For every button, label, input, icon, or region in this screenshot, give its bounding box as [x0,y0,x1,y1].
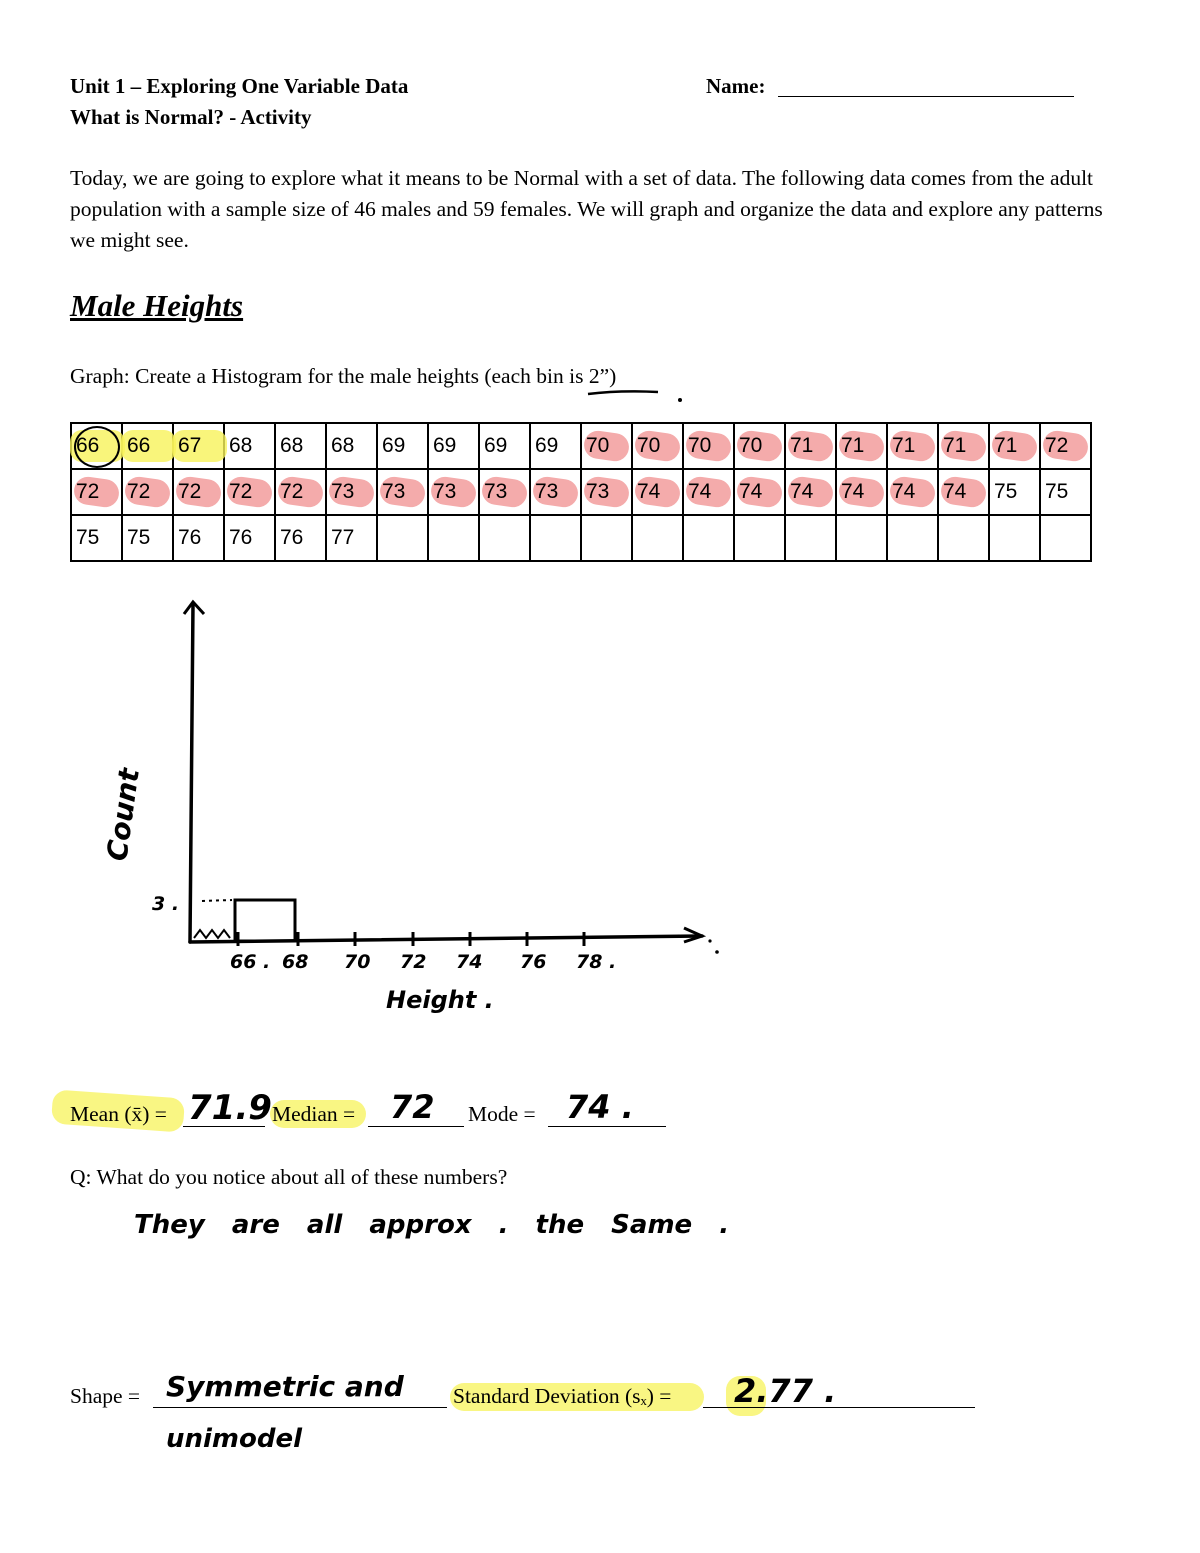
cell-value: 73 [433,480,457,503]
table-cell [785,423,836,469]
table-cell [581,515,632,561]
cell-value: 72 [229,480,253,503]
cell-value: 73 [331,480,355,503]
x-tick-label: 68 [282,951,309,973]
cell-value: 74 [841,480,865,503]
table-cell [632,423,683,469]
cell-value: 68 [229,434,253,457]
cell-value: 73 [586,480,610,503]
table-cell [428,515,479,561]
table-cell [836,469,887,515]
table-cell [275,515,326,561]
y-tick-label: 3 . [152,893,180,915]
mode-value: 74 . [566,1088,634,1126]
name-label: Name: [706,74,766,98]
table-cell [989,469,1040,515]
x-axis-label: Height . [386,986,494,1014]
male-heights-table [70,422,1092,562]
intro-paragraph: Today, we are going to explore what it means to be Normal with a set of data. The following data comes from the adult population with a sample size of 46 males and 59 females. We will graph and organize the data and explore any patterns we might see. [70,166,1103,252]
table-row [71,469,1091,515]
activity-title: What is Normal? - Activity [70,105,312,129]
x-tick-label: 72 [400,951,427,973]
cell-value: 69 [484,434,508,457]
table-cell [887,515,938,561]
histogram [80,590,740,1030]
table-cell [887,469,938,515]
cell-value: 73 [535,480,559,503]
table-cell [683,423,734,469]
table-cell [785,515,836,561]
table-cell [173,423,224,469]
cell-value: 74 [637,480,661,503]
cell-value: 69 [433,434,457,457]
table-cell [224,469,275,515]
cell-value: 69 [382,434,406,457]
table-cell [734,469,785,515]
median-label: Median = [272,1102,356,1126]
cell-value: 72 [178,480,202,503]
shape-value-line1: Symmetric and [166,1370,404,1403]
name-field[interactable] [778,96,1074,97]
unit-title: Unit 1 – Exploring One Variable Data [70,74,409,98]
table-cell [632,469,683,515]
section-title: Male Heights [70,288,244,323]
cell-value: 76 [280,526,304,549]
table-cell [428,469,479,515]
table-cell [377,469,428,515]
table-cell [1040,469,1091,515]
cell-value: 74 [739,480,763,503]
x-tick-label: 76 [520,951,547,973]
table-cell [581,469,632,515]
cell-value: 72 [1045,434,1069,457]
mean-label: Mean (x̄) = [70,1102,167,1126]
cell-value: 71 [943,434,967,457]
table-cell [836,423,887,469]
shape-value-line2: unimodel [166,1424,303,1454]
cell-value: 68 [331,434,355,457]
cell-value: 75 [76,526,100,549]
table-cell [683,469,734,515]
cell-value: 72 [127,480,151,503]
mean-value: 71.9 [188,1088,272,1128]
cell-value: 75 [994,480,1018,503]
table-cell [326,515,377,561]
cell-value: 74 [688,480,712,503]
x-tick-label: 74 [456,951,483,973]
cell-value: 74 [790,480,814,503]
circle-mark [74,426,120,468]
cell-value: 71 [790,434,814,457]
table-cell [275,423,326,469]
table-cell [122,515,173,561]
table-cell [530,515,581,561]
cell-value: 69 [535,434,559,457]
table-cell [785,469,836,515]
table-cell [224,423,275,469]
table-cell [938,469,989,515]
cell-value: 74 [892,480,916,503]
table-cell [377,515,428,561]
shape-label: Shape = [70,1384,141,1408]
shape-field[interactable] [153,1407,447,1408]
cell-value: 70 [688,434,712,457]
table-cell [479,469,530,515]
x-tick-label: 78 . [576,951,617,973]
underline-mark [580,384,690,406]
table-cell [887,423,938,469]
cell-value: 76 [178,526,202,549]
cell-value: 72 [280,480,304,503]
table-cell [173,469,224,515]
table-cell [224,515,275,561]
table-cell [122,469,173,515]
cell-value: 77 [331,526,355,549]
graph-instruction: Graph: Create a Histogram for the male heights (each bin is 2”) [70,364,617,388]
table-row [71,515,1091,561]
table-cell [530,423,581,469]
table-cell [734,515,785,561]
sd-value: 2.77 . [734,1372,837,1410]
cell-value: 67 [178,434,202,457]
question-label: Q: What do you notice about all of these numbers? [70,1165,508,1189]
table-cell [71,423,122,469]
x-tick-label: 66 . [230,951,271,973]
table-cell [479,423,530,469]
mode-field[interactable] [548,1126,666,1127]
table-cell [428,423,479,469]
table-cell [377,423,428,469]
cell-value: 71 [994,434,1018,457]
y-axis-label: Count [100,766,146,863]
cell-value: 75 [1045,480,1069,503]
cell-value: 71 [892,434,916,457]
cell-value: 76 [229,526,253,549]
sd-label: Standard Deviation (sₓ) = [453,1384,672,1408]
table-cell [938,423,989,469]
table-cell [989,515,1040,561]
table-cell [326,469,377,515]
table-cell [275,469,326,515]
table-cell [122,423,173,469]
x-tick-label: 70 [344,951,371,973]
table-cell [71,515,122,561]
cell-value: 73 [484,480,508,503]
median-field[interactable] [368,1126,464,1127]
table-cell [530,469,581,515]
table-cell [71,469,122,515]
table-cell [989,423,1040,469]
mode-label: Mode = [468,1102,536,1126]
table-cell [683,515,734,561]
cell-value: 72 [76,480,100,503]
table-cell [836,515,887,561]
y-axis [190,604,193,942]
median-value: 72 [390,1088,435,1126]
table-cell [632,515,683,561]
cell-value: 70 [739,434,763,457]
cell-value: 71 [841,434,865,457]
cell-value: 75 [127,526,151,549]
cell-value: 70 [586,434,610,457]
table-cell [938,515,989,561]
histogram-bar [235,900,295,941]
cell-value: 74 [943,480,967,503]
cell-value: 68 [280,434,304,457]
table-cell [326,423,377,469]
table-cell [581,423,632,469]
table-row [71,423,1091,469]
question-answer: They are all approx . the Same . [134,1210,730,1240]
table-cell [173,515,224,561]
table-cell [1040,515,1091,561]
cell-value: 66 [127,434,151,457]
cell-value: 73 [382,480,406,503]
cell-value: 70 [637,434,661,457]
table-cell [479,515,530,561]
table-cell [734,423,785,469]
cell-value: 66 [76,434,100,457]
table-cell [1040,423,1091,469]
